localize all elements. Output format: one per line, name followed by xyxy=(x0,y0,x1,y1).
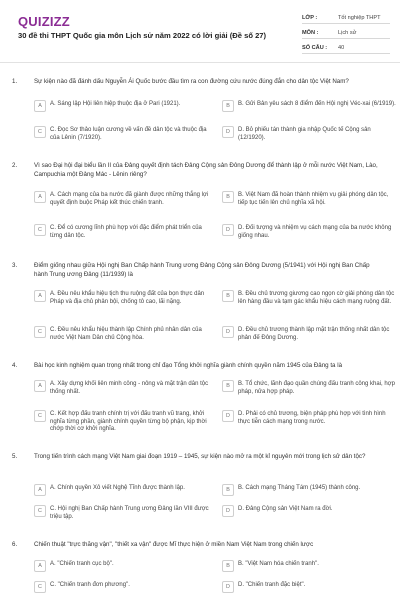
option-text: C. Hội nghị Ban Chấp hành Trung ương Đảng lần VIII được triệu tập. xyxy=(50,506,209,520)
meta-value: Lịch sử xyxy=(338,29,357,36)
meta-value: Tốt nghiệp THPT xyxy=(338,14,381,21)
option-letter-box: A xyxy=(34,560,46,572)
option-text: D. Đều chủ trương thành lập mặt trận thống nhất dân tộc phản đế Đông Dương. xyxy=(238,327,390,341)
option-text: A. Xây dựng khối liên minh công - nông và mặt trận dân tộc thống nhất. xyxy=(50,381,209,395)
option-letter-box: D xyxy=(222,326,234,338)
option-text: C. Đều nêu khẩu hiệu thành lập Chính phủ nhân dân của nước Việt Nam Dân chủ Cộng hòa. xyxy=(50,327,202,341)
option-text: A. Sáng lập Hội liên hiệp thuộc địa ở Pari (1921). xyxy=(50,101,181,107)
worksheet-title: 30 đề thi THPT Quốc gia môn Lịch sử năm 2022 có lời giải (Đề số 27) xyxy=(18,31,267,40)
option-text: D. Phải có chủ trương, biện pháp phù hợp với tình hình thực tiễn cách mạng trong nước. xyxy=(238,411,386,425)
option-letter-box: B xyxy=(222,484,234,496)
meta-key: MÔN : xyxy=(302,29,319,36)
option-letter-box: B xyxy=(222,290,234,302)
option-text: D. "Chiến tranh đặc biệt". xyxy=(238,582,306,588)
option-letter-box: B xyxy=(222,191,234,203)
option-text: B. Đều chủ trương giương cao ngọn cờ giải phóng dân tộc lên hàng đầu và tạm gác khẩu hiệu cách mạng ruộng đất. xyxy=(238,291,395,305)
option-letter-box: C xyxy=(34,505,46,517)
option-letter-box: A xyxy=(34,290,46,302)
option-letter-box: A xyxy=(34,380,46,392)
option-letter-box: D xyxy=(222,224,234,236)
question-text: Vì sao Đại hội đại biểu lần II của Đảng quyết định tách Đảng Cộng sản Đông Dương để thành lập ở mỗi nước Việt Nam, Lào, Campuchia một Đảng Mác - Lênin riêng? xyxy=(34,162,378,178)
meta-row-count xyxy=(302,42,390,54)
question-number: 2. xyxy=(12,162,18,169)
option-letter-box: B xyxy=(222,560,234,572)
option-text: D. Đảng Cộng sản Việt Nam ra đời. xyxy=(238,506,333,512)
option-letter-box: C xyxy=(34,126,46,138)
option-letter-box: A xyxy=(34,484,46,496)
option-text: B. Việt Nam đã hoàn thành nhiệm vụ giải phóng dân tộc, tiếp tục tiến lên chủ nghĩa xã hội. xyxy=(238,192,389,206)
worksheet-header xyxy=(0,0,400,63)
option-letter-box: D xyxy=(222,126,234,138)
option-text: A. Cách mạng của ba nước đã giành được những thắng lợi quyết định buộc Pháp kết thúc chiến tranh. xyxy=(50,192,209,206)
option-letter-box: D xyxy=(222,410,234,422)
meta-value: 40 xyxy=(338,44,345,51)
question-text: Bài học kinh nghiệm quan trọng nhất trong chỉ đạo Tổng khởi nghĩa giành chính quyền năm 1945 của Đảng ta là xyxy=(34,362,343,369)
option-text: B. "Việt Nam hóa chiến tranh". xyxy=(238,561,319,567)
option-text: C. Đọc Sơ thảo luận cương về vấn đề dân tộc và thuộc địa của Lênin (7/1920). xyxy=(50,127,207,141)
question-text: Trong tiến trình cách mạng Việt Nam giai đoạn 1919 – 1945, sự kiện nào mở ra một kỉ nguyên mới trong lịch sử dân tộc? xyxy=(34,453,366,460)
option-text: C. "Chiến tranh đơn phương". xyxy=(50,582,130,588)
option-text: C. Kết hợp đấu tranh chính trị với đấu tranh vũ trang, khởi nghĩa từng phần, giành chính quyền từng bộ phận, kịp thời chớp thời cơ khởi nghĩa. xyxy=(50,411,207,433)
quizizz-logo: QUIZIZZ xyxy=(18,14,70,29)
option-text: D. Đối tượng và nhiệm vụ cách mạng của ba nước không giống nhau. xyxy=(238,225,392,239)
question-number: 1. xyxy=(12,78,18,85)
meta-row-subject xyxy=(302,27,390,39)
option-letter-box: D xyxy=(222,581,234,593)
option-letter-box: C xyxy=(34,224,46,236)
option-letter-box: A xyxy=(34,100,46,112)
option-text: B. Tổ chức, lãnh đạo quần chúng đấu tranh công khai, hợp pháp, nửa hợp pháp. xyxy=(238,381,395,395)
question-number: 6. xyxy=(12,541,18,548)
option-letter-box: C xyxy=(34,326,46,338)
meta-row-class xyxy=(302,12,390,24)
option-text: D. Bỏ phiếu tán thành gia nhập Quốc tế Cộng sản (12/1920). xyxy=(238,127,371,141)
option-text: C. Để có cương lĩnh phù hợp với đặc điểm phát triển của từng dân tộc. xyxy=(50,225,202,239)
option-letter-box: D xyxy=(222,505,234,517)
option-letter-box: A xyxy=(34,191,46,203)
option-text: A. Đều nêu khẩu hiệu tịch thu ruộng đất của bọn thực dân Pháp và địa chủ phản bội, chống tô cao, lãi nặng. xyxy=(50,291,205,305)
option-text: A. "Chiến tranh cục bộ". xyxy=(50,561,114,567)
option-text: A. Chính quyền Xô viết Nghệ Tĩnh được thành lập. xyxy=(50,485,185,491)
question-number: 4. xyxy=(12,362,18,369)
question-text: Điểm giống nhau giữa Hội nghị Ban Chấp hành Trung ương Đảng Cộng sản Đông Dương (5/1941) với Hội nghị Ban Chấp hành Trung ương Đảng (11/1939) là xyxy=(34,262,370,278)
meta-key: LỚP : xyxy=(302,14,318,21)
option-letter-box: C xyxy=(34,410,46,422)
question-text: Sự kiện nào đã đánh dấu Nguyễn Ái Quốc bước đầu tìm ra con đường cứu nước đúng đắn cho dân tộc Việt Nam? xyxy=(34,78,349,85)
question-number: 5. xyxy=(12,453,18,460)
question-number: 3. xyxy=(12,262,18,269)
option-letter-box: C xyxy=(34,581,46,593)
question-text: Chiến thuật "trực thăng vận", "thiết xa vận" được Mĩ thực hiện ở miền Nam Việt Nam trong chiến lược xyxy=(34,541,314,548)
option-letter-box: B xyxy=(222,380,234,392)
meta-table xyxy=(302,12,390,57)
option-text: B. Gửi Bản yêu sách 8 điểm đến Hội nghị Véc-xai (6/1919). xyxy=(238,101,396,107)
meta-key: SỐ CÂU : xyxy=(302,44,328,51)
option-letter-box: B xyxy=(222,100,234,112)
option-text: B. Cách mạng Tháng Tám (1945) thành công. xyxy=(238,485,361,491)
